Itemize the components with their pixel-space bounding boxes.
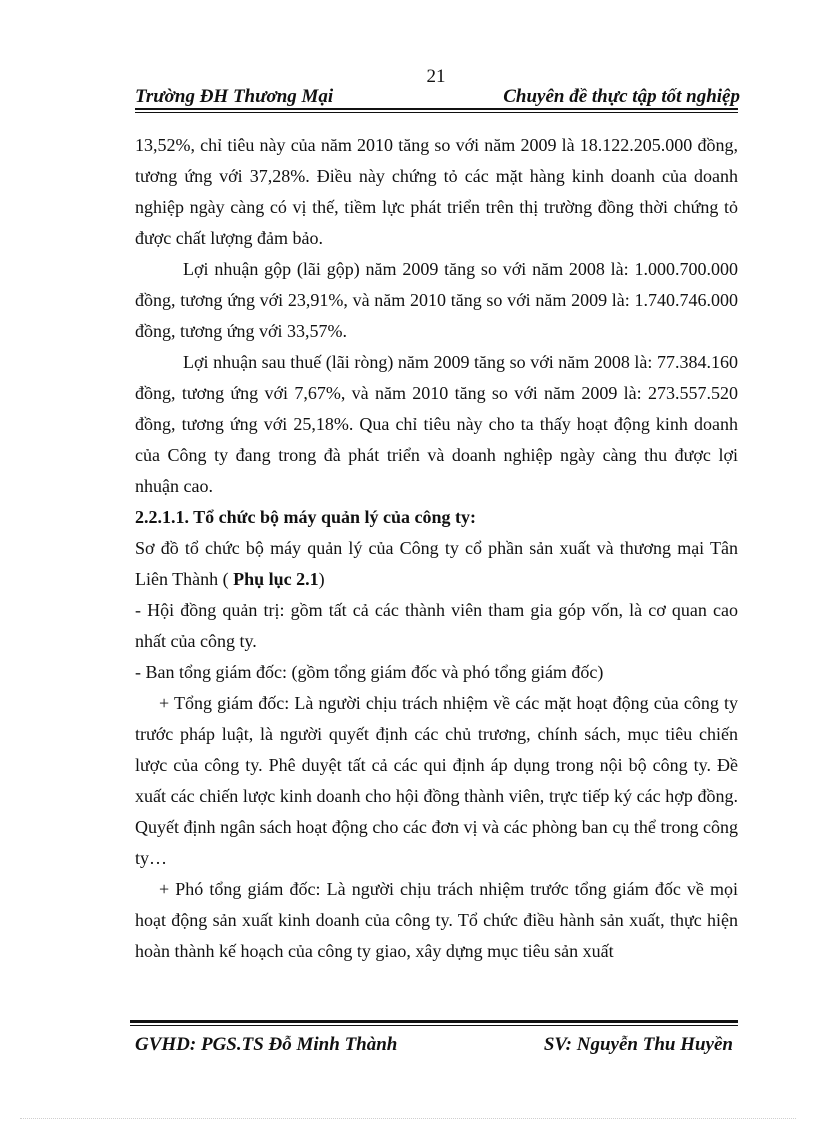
appendix-reference: Phụ lục 2.1 (233, 569, 319, 589)
paragraph-management: - Ban tổng giám đốc: (gồm tổng giám đốc và phó tổng giám đốc) (135, 662, 604, 682)
paragraph-revenue-growth: 13,52%, chỉ tiêu này của năm 2010 tăng so với năm 2009 là 18.122.205.000 đồng, tương ứng với 37,28%. Điều này chứng tỏ các mặt hàng kinh doanh của doanh nghiệp ngày càng có vị thế, tiềm lực phát triển trên thị trường đồng thời chứng tỏ được chất lượng đảm bảo. (135, 135, 738, 248)
footer-student: SV: Nguyễn Thu Huyền (543, 1034, 733, 1055)
paragraph-gross-profit: Lợi nhuận gộp (lãi gộp) năm 2009 tăng so với năm 2008 là: 1.000.700.000 đồng, tương ứng với 23,91%, và năm 2010 tăng so với năm 2009 là: 1.740.746.000 đồng, tương ứng với 33,57%. (135, 259, 738, 341)
page-header (135, 86, 740, 108)
footer-supervisor: GVHD: PGS.TS Đỗ Minh Thành (135, 1034, 398, 1055)
page-footer (135, 1034, 733, 1056)
paragraph-deputy-ceo: + Phó tổng giám đốc: Là người chịu trách nhiệm trước tổng giám đốc về mọi hoạt động sản xuất kinh doanh của công ty. Tổ chức điều hành sản xuất, thực hiện hoàn thành kế hoạch của công ty giao, xây dựng mục tiêu sản xuất (135, 879, 738, 961)
page-edge (20, 1118, 796, 1119)
paragraph-org-chart (135, 533, 738, 595)
page-body (135, 130, 738, 967)
header-divider (135, 108, 738, 113)
section-heading: 2.2.1.1. Tổ chức bộ máy quản lý của công ty: (135, 507, 476, 527)
paragraph-board: - Hội đồng quản trị: gồm tất cả các thành viên tham gia góp vốn, là cơ quan cao nhất của công ty. (135, 600, 738, 651)
paragraph-ceo: + Tổng giám đốc: Là người chịu trách nhiệm về các mặt hoạt động của công ty trước pháp luật, là người quyết định các chủ trương, chính sách, mục tiêu chiến lược của công ty. Phê duyệt tất cả các qui định áp dụng trong nội bộ công ty. Đề xuất các chiến lược kinh doanh cho hội đồng thành viên, trực tiếp ký các hợp đồng. Quyết định ngân sách hoạt động cho các đơn vị và các phòng ban cụ thể trong công ty… (135, 693, 738, 868)
org-chart-text: Sơ đồ tổ chức bộ máy quản lý của Công ty cổ phần sản xuất và thương mại Tân Liên Thành ( (135, 538, 738, 589)
page-number: 21 (426, 66, 446, 87)
header-school: Trường ĐH Thương Mại (135, 86, 334, 107)
paragraph-net-profit: Lợi nhuận sau thuế (lãi ròng) năm 2009 tăng so với năm 2008 là: 77.384.160 đồng, tương ứng với 7,67%, và năm 2010 tăng so với năm 2009 là: 273.557.520 đồng, tương ứng với 25,18%. Qua chỉ tiêu này cho ta thấy hoạt động kinh doanh của Công ty đang trong đà phát triển và doanh nghiệp ngày càng thu được lợi nhuận cao. (135, 352, 738, 496)
footer-divider (130, 1020, 738, 1026)
closing-paren: ) (318, 569, 325, 589)
header-title: Chuyên đề thực tập tốt nghiệp (503, 86, 740, 107)
